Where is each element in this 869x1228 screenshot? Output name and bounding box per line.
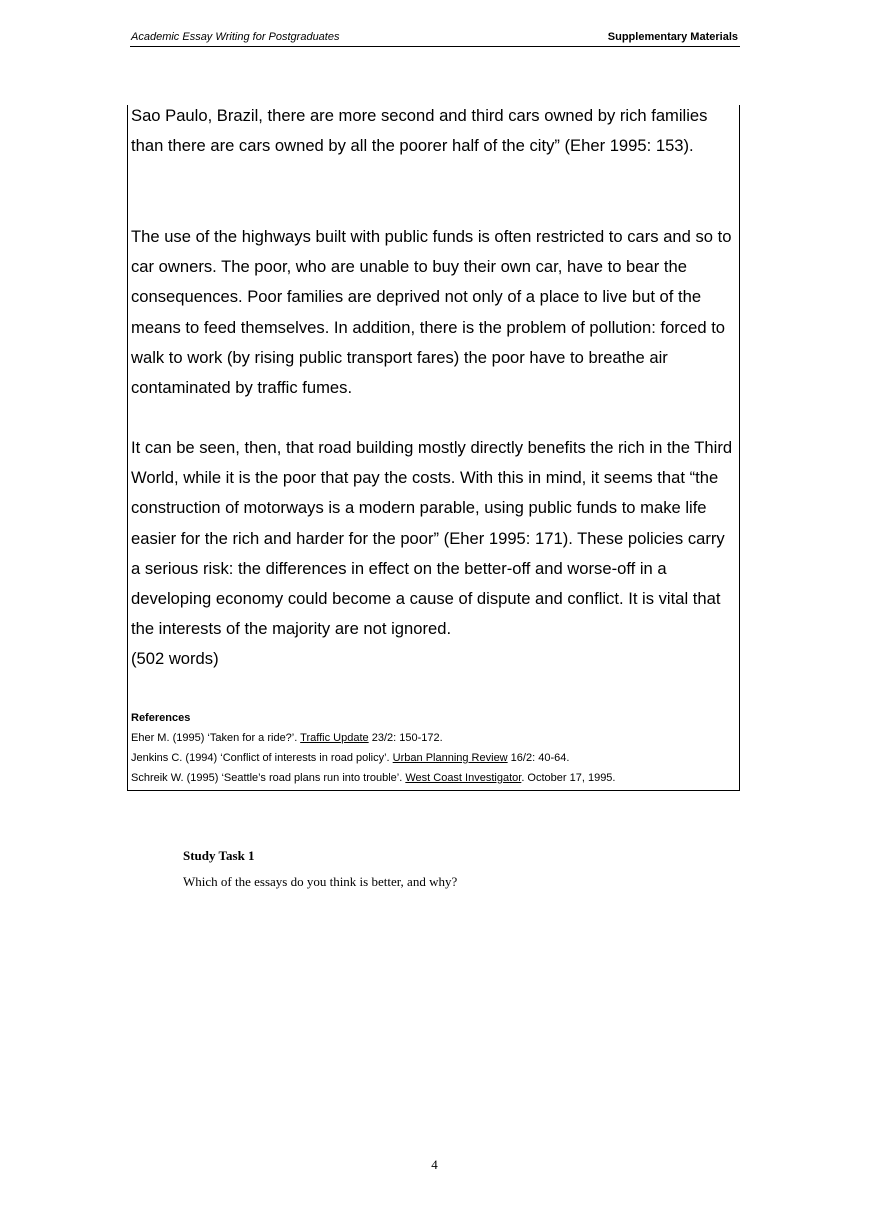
reference-item: Schreik W. (1995) ‘Seattle’s road plans run into trouble’. West Coast Investigator. October 17, 1995. <box>131 772 616 784</box>
essay-conclusion <box>131 433 737 675</box>
reference-item: Jenkins C. (1994) ‘Conflict of interests in road policy’. Urban Planning Review 16/2: 40-64. <box>131 752 570 764</box>
essay-paragraph: It can be seen, then, that road building mostly directly benefits the rich in the Third World, while it is the poor that pay the costs. With this in mind, it seems that “the construction of motorways is a modern parable, using public funds to make life easier for the rich and harder for the poor” (Eher 1995: 171). These policies carry a serious risk: the differences in effect on the better-off and worse-off in a developing economy could become a cause of dispute and conflict. It is vital that the interests of the majority are not ignored. <box>131 438 733 639</box>
essay-box <box>127 105 740 791</box>
document-title: Academic Essay Writing for Postgraduates <box>131 31 340 43</box>
references-section <box>131 708 737 788</box>
study-task <box>183 843 457 895</box>
page-header <box>130 30 740 47</box>
word-count: (502 words) <box>131 649 219 669</box>
section-title: Supplementary Materials <box>607 31 738 43</box>
reference-source: West Coast Investigator <box>405 772 522 784</box>
references-heading: References <box>131 712 191 724</box>
reference-item: Eher M. (1995) ‘Taken for a ride?’. Traffic Update 23/2: 150-172. <box>131 732 443 744</box>
reference-source: Traffic Update <box>300 732 369 744</box>
study-task-title: Study Task 1 <box>183 848 255 863</box>
essay-paragraph: Sao Paulo, Brazil, there are more second and third cars owned by rich families than there are cars owned by all the poorer half of the city” (Eher 1995: 153). <box>131 106 708 156</box>
study-task-question: Which of the essays do you think is better, and why? <box>183 874 458 889</box>
reference-source: Urban Planning Review <box>392 752 508 764</box>
page-number: 4 <box>431 1157 438 1172</box>
essay-paragraph: The use of the highways built with public funds is often restricted to cars and so to car owners. The poor, who are unable to buy their own car, have to bear the consequences. Poor families are deprived not only of a place to live but of the means to feed themselves. In addition, there is the problem of pollution: forced to walk to work (by rising public transport fares) the poor have to breathe air contaminated by traffic fumes. <box>131 227 732 398</box>
